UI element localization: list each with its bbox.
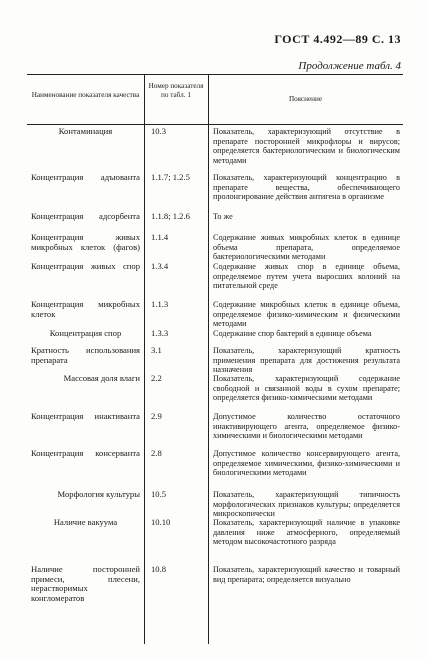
indicator-number: 1.3.3 — [151, 328, 169, 338]
continuation-label: Продолжение табл. 4 — [298, 60, 401, 72]
indicator-name: Концентрация адсорбента — [31, 211, 140, 221]
indicator-name: Наличие посторонней примеси, плесени, нерастворимых конгломератов — [31, 564, 140, 603]
page-header: ГОСТ 4.492—89 С. 13 — [274, 32, 401, 46]
indicator-name: Массовая доля влаги — [63, 373, 140, 383]
column-header-explanation: Пояснение — [288, 95, 323, 103]
indicator-name: Наличие вакуума — [53, 517, 118, 527]
indicator-number: 10.10 — [151, 517, 171, 527]
indicator-explanation: Показатель, характеризующий кратность применения препарата для достижения результата назначения — [213, 346, 400, 375]
indicator-number: 1.3.4 — [151, 261, 169, 271]
indicator-number: 1.1.3 — [151, 299, 169, 309]
indicator-explanation: Содержание живых микробных клеток в единице объема препарата, определяемое бактериологическими методами — [213, 233, 400, 262]
indicator-name: Концентрация живых микробных клеток (фагов) — [31, 232, 140, 252]
indicator-name: Концентрация адъюванта — [31, 172, 140, 182]
table-top-rule — [27, 74, 403, 75]
indicator-name: Кратность использования препарата — [31, 345, 140, 365]
indicator-explanation: Показатель, характеризующий типичность морфологических признаков культуры; определяется микроскопически — [213, 490, 400, 519]
column-divider-1 — [144, 74, 145, 644]
column-header-name: Наименование показателя качества — [31, 91, 140, 99]
indicator-explanation: Показатель, характеризующий качество и товарный вид препарата; определяется визуально — [213, 565, 400, 584]
indicator-number: 1.1.8; 1.2.6 — [151, 211, 190, 221]
indicator-name: Концентрация инактиванта — [31, 411, 140, 421]
indicator-name: Концентрация спор — [49, 328, 122, 338]
column-divider-2 — [208, 74, 209, 644]
indicator-explanation: Показатель, характеризующий отсутствие в препарате посторонней микрофлоры и вирусов; определяется бактериологическим и биологическим методами — [213, 127, 400, 165]
indicator-name: Концентрация микробных клеток — [31, 299, 140, 319]
indicator-number: 10.5 — [151, 489, 167, 499]
indicator-number: 1.1.7; 1.2.5 — [151, 172, 190, 182]
indicator-explanation: Содержание микробных клеток в единице объема, определяемое физико-химическим и физическими методами — [213, 300, 400, 329]
indicator-number: 3.1 — [151, 345, 162, 355]
indicator-explanation: Содержание спор бактерий в единице объема — [213, 329, 372, 338]
column-header-number: Номер показателя по табл. 1 — [148, 82, 204, 99]
indicator-explanation: Содержание живых спор в единице объема, определяемое путем учета выросших колоний на питательной среде — [213, 262, 400, 291]
indicator-explanation: То же — [213, 212, 233, 221]
indicator-number: 2.2 — [151, 373, 162, 383]
indicator-explanation: Допустимое количество консервирующего агента, определяемое химическими, физико-химическими и биологическими методами — [213, 449, 400, 478]
indicator-number: 1.1.4 — [151, 232, 169, 242]
indicator-name: Морфология культуры — [57, 489, 140, 499]
quality-indicators-table — [27, 74, 403, 644]
indicator-name: Контаминация — [58, 126, 113, 136]
indicator-explanation: Показатель, характеризующий наличие в упаковке давления ниже атмосферного, определяемый методом высокочастотного разряда — [213, 518, 400, 547]
indicator-explanation: Показатель, характеризующий концентрацию в препарате вещества, обеспечивающего пролонгирование действия антигена в организме — [213, 173, 400, 202]
indicator-number: 10.8 — [151, 564, 167, 574]
indicator-number: 10.3 — [151, 126, 167, 136]
indicator-explanation: Допустимое количество остаточного инактивирующего агента, определяемое физико-химическими и биологическими методами — [213, 412, 400, 441]
header-bottom-rule — [27, 124, 403, 125]
indicator-name: Концентрация консерванта — [31, 448, 140, 458]
indicator-number: 2.9 — [151, 411, 162, 421]
indicator-explanation: Показатель, характеризующий содержание свободной и связанной воды в сухом препарате; определяется физико-химическими методами — [213, 374, 400, 403]
indicator-number: 2.8 — [151, 448, 162, 458]
indicator-name: Концентрация живых спор — [31, 261, 140, 271]
